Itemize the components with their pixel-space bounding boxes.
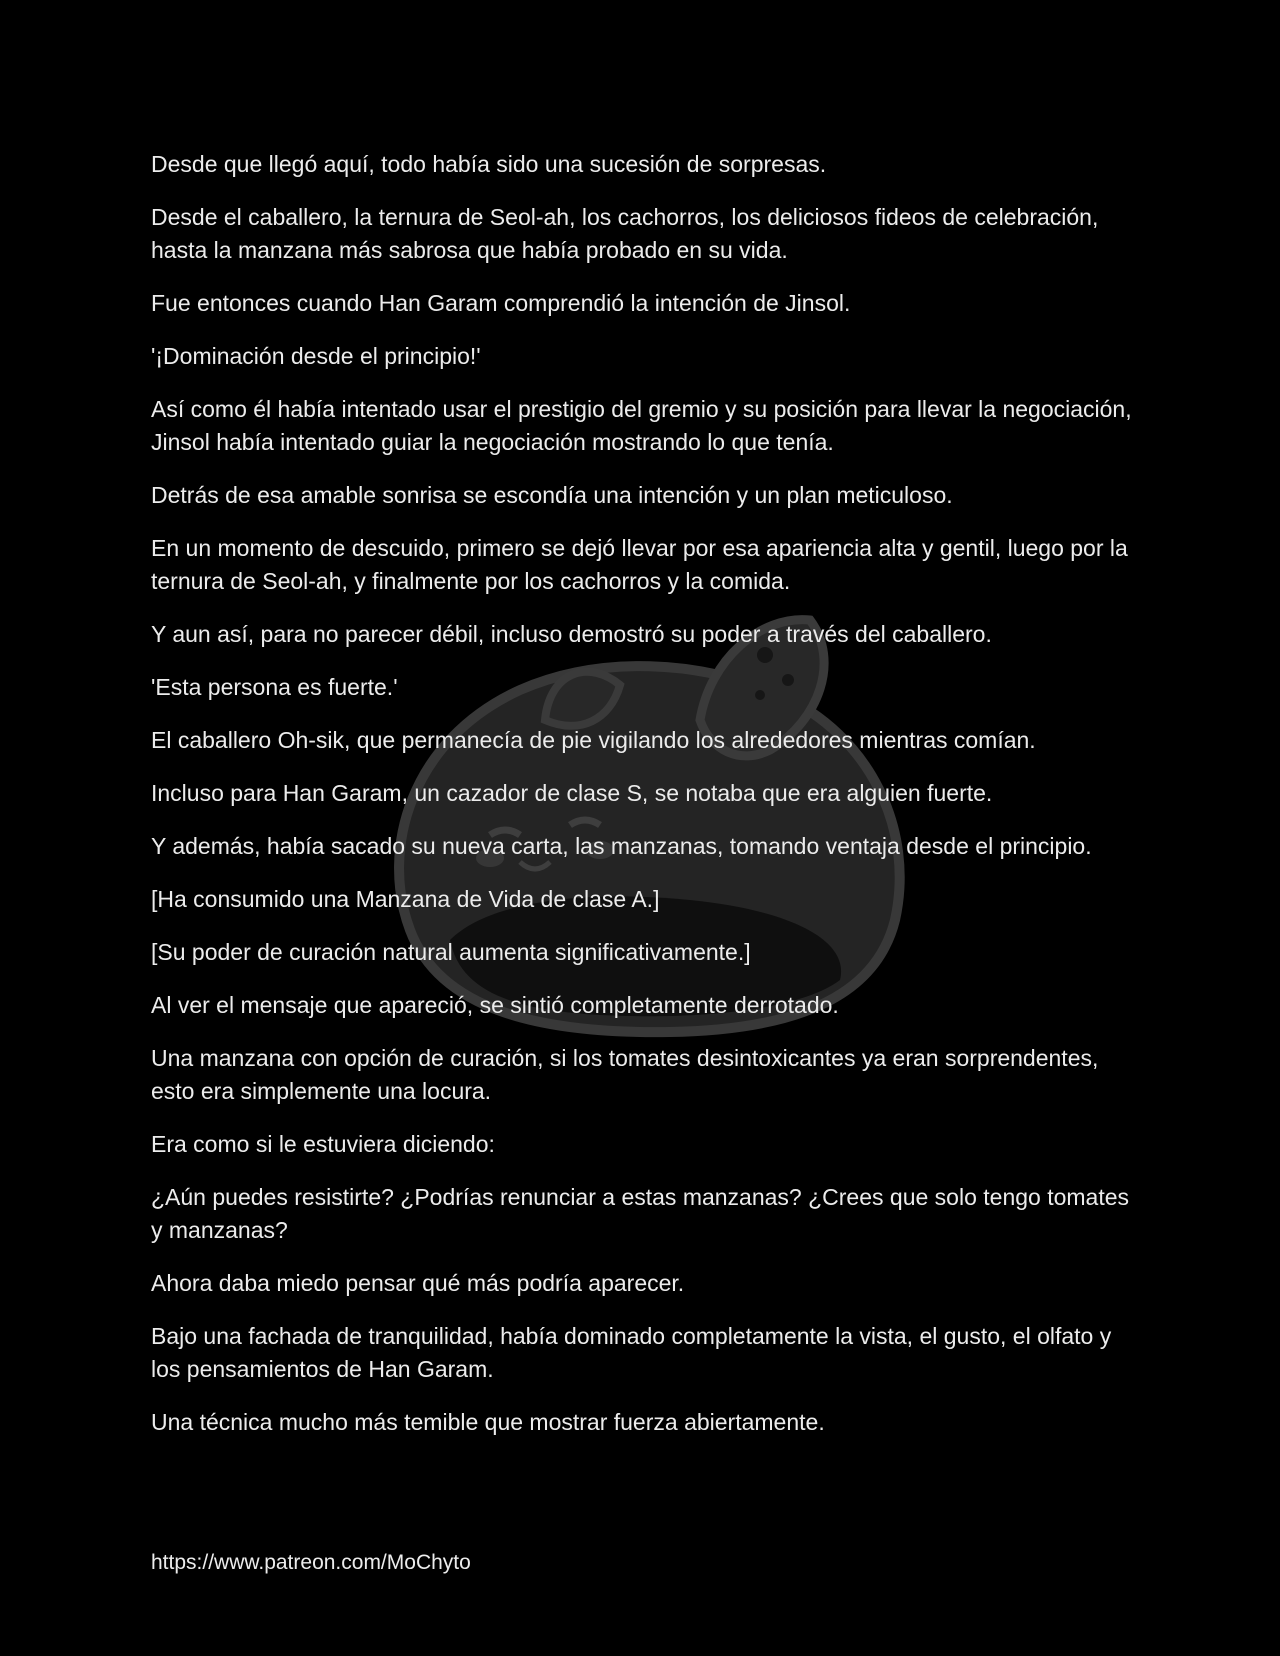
- paragraph: Ahora daba miedo pensar qué más podría aparecer.: [151, 1270, 685, 1296]
- paragraph: Así como él había intentado usar el prestigio del gremio y su posición para llevar la negociación, Jinsol había intentado guiar la negociación mostrando lo que tenía.: [151, 396, 1132, 455]
- paragraph: En un momento de descuido, primero se dejó llevar por esa apariencia alta y gentil, luego por la ternura de Seol-ah, y finalmente por los cachorros y la comida.: [151, 535, 1128, 594]
- patreon-link[interactable]: https://www.patreon.com/MoChyto: [151, 1551, 471, 1574]
- paragraph: Detrás de esa amable sonrisa se escondía una intención y un plan meticuloso.: [151, 482, 953, 508]
- paragraph: Era como si le estuviera diciendo:: [151, 1131, 495, 1157]
- paragraph: El caballero Oh-sik, que permanecía de pie vigilando los alrededores mientras comían.: [151, 727, 1036, 753]
- paragraph: Y además, había sacado su nueva carta, las manzanas, tomando ventaja desde el principio.: [151, 833, 1092, 859]
- paragraph: '¡Dominación desde el principio!': [151, 343, 481, 369]
- paragraph: Incluso para Han Garam, un cazador de clase S, se notaba que era alguien fuerte.: [151, 780, 993, 806]
- paragraph: Fue entonces cuando Han Garam comprendió la intención de Jinsol.: [151, 290, 851, 316]
- document-body: [151, 148, 1141, 1459]
- paragraph: Desde el caballero, la ternura de Seol-ah, los cachorros, los deliciosos fideos de celebración, hasta la manzana más sabrosa que había probado en su vida.: [151, 204, 1099, 263]
- paragraph: 'Esta persona es fuerte.': [151, 674, 398, 700]
- paragraph: [Ha consumido una Manzana de Vida de clase A.]: [151, 886, 660, 912]
- paragraph: Y aun así, para no parecer débil, incluso demostró su poder a través del caballero.: [151, 621, 992, 647]
- paragraph: Al ver el mensaje que apareció, se sintió completamente derrotado.: [151, 992, 839, 1018]
- paragraph: ¿Aún puedes resistirte? ¿Podrías renunciar a estas manzanas? ¿Crees que solo tengo tomates y manzanas?: [151, 1184, 1130, 1243]
- paragraph: Una técnica mucho más temible que mostrar fuerza abiertamente.: [151, 1409, 825, 1435]
- paragraph: Bajo una fachada de tranquilidad, había dominado completamente la vista, el gusto, el olfato y los pensamientos de Han Garam.: [151, 1323, 1112, 1382]
- paragraph: Desde que llegó aquí, todo había sido una sucesión de sorpresas.: [151, 151, 827, 177]
- paragraph: Una manzana con opción de curación, si los tomates desintoxicantes ya eran sorprendentes, esto era simplemente una locura.: [151, 1045, 1099, 1104]
- paragraph: [Su poder de curación natural aumenta significativamente.]: [151, 939, 751, 965]
